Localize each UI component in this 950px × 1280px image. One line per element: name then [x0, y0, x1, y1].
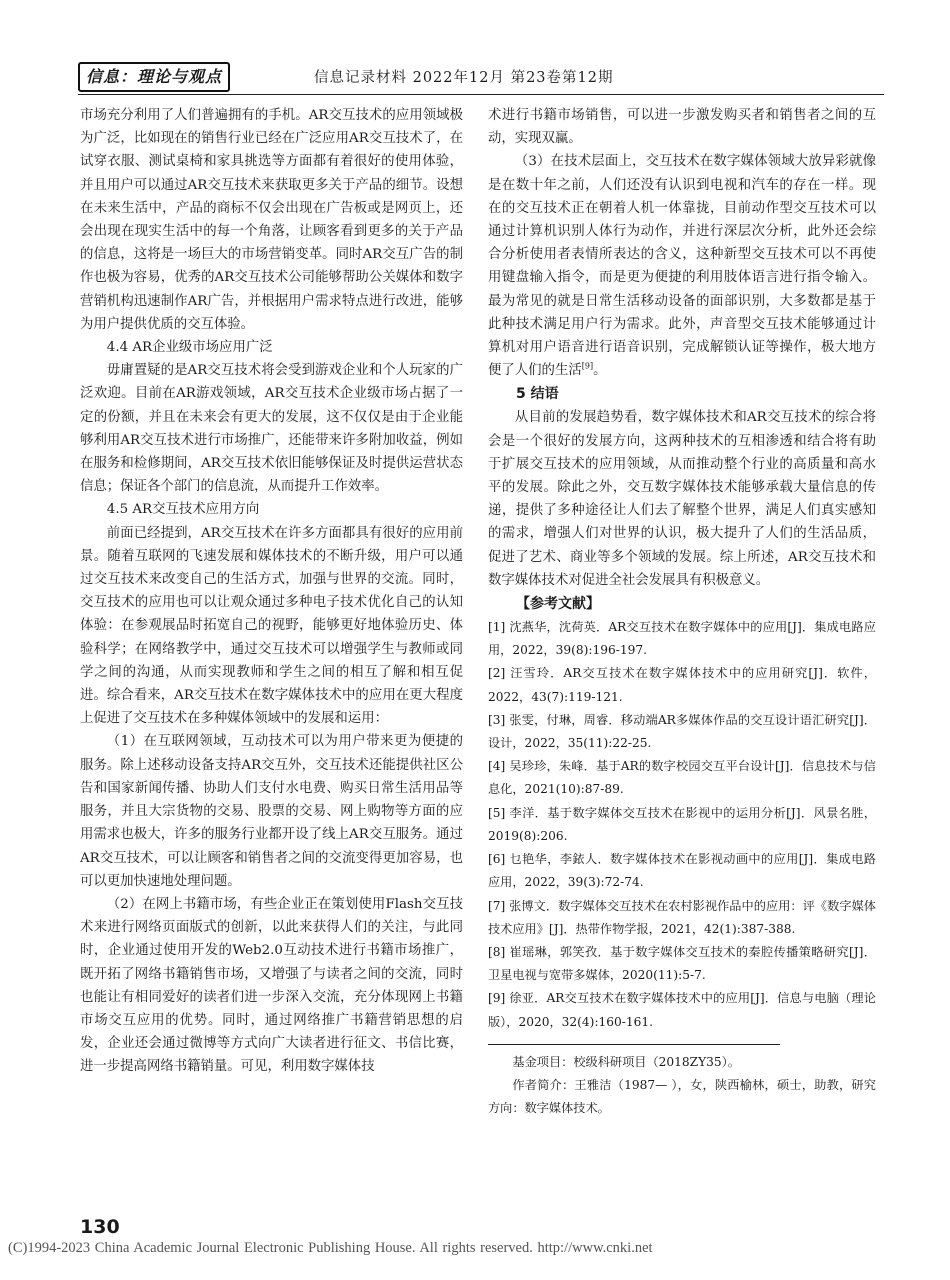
reference-item: [8] 崔瑶琳，郭笑孜．基于数字媒体交互技术的秦腔传播策略研究[J]．卫星电视与宽带多媒体，2020(11):5-7.	[488, 944, 876, 983]
copyright-notice: (C)1994-2023 China Academic Journal Electronic Publishing House. All rights reserved. http://www.cnki.net	[8, 1240, 653, 1256]
author-footnote: 作者简介：王雅洁（1987— ），女，陕西榆林，硕士，助教，研究方向：数字媒体技术。	[488, 1077, 876, 1115]
funding-footnote: 基金项目：校级科研项目（2018ZY35）。	[512, 1054, 740, 1069]
reference-item: [4] 吴珍珍，朱峰．基于AR的数字校园交互平台设计[J]．信息技术与信息化，2021(10):87-89.	[488, 759, 876, 797]
journal-issue-info: 信息记录材料 2022年12月 第23卷第12期	[314, 70, 614, 86]
reference-item: [5] 李洋．基于数字媒体交互技术在影视中的运用分析[J]．风景名胜，2019(8):206.	[488, 805, 876, 843]
header-divider	[78, 94, 884, 95]
paragraph: （2）在网上书籍市场，有些企业正在策划使用Flash交互技术来进行网络页面版式的创新，以此来获得人们的关注，与此同时，企业通过使用开发的Web2.0互动技术进行书籍市场推广，既开拓了网络书籍销售市场，又增强了与读者之间的交流，同时也能让有相同爱好的读者们进一步深入交流，充分体现网上书籍市场交互应用的优势。同时，通过网络推广书籍营销思想的启发，企业还会通过微博等方式向广大读者进行征文、书信比赛，进一步提高网络书籍销量。可见，利用数字媒体技	[80, 896, 463, 1075]
paragraph: 术进行书籍市场销售，可以进一步激发购买者和销售者之间的互动，实现双赢。	[488, 108, 876, 147]
reference-item: [6] 乜艳华，李銥人．数字媒体技术在影视动画中的应用[J]．集成电路应用，2022，39(3):72-74.	[488, 852, 876, 890]
conclusion-paragraph: 从目前的发展趋势看，数字媒体技术和AR交互技术的综合将会是一个很好的发展方向，这两种技术的互相渗透和结合将有助于扩展交互技术的应用领域，从而推动整个行业的高质量和高水平的发展。除此之外，交互数字媒体技术能够承载大量信息的传递，提供了多种途径让人们去了解整个世界，满足人们真实感知的需求，增强人们对世界的认识，极大提升了人们的生活品质，促进了艺术、商业等多个领域的发展。综上所述，AR交互技术和数字媒体技术对促进全社会发展具有积极意义。	[488, 410, 876, 588]
left-column	[80, 104, 463, 1079]
reference-list	[488, 616, 876, 1034]
reference-item: [1] 沈燕华，沈荷英．AR交互技术在数字媒体中的应用[J]．集成电路应用，2022，39(8):196-197.	[488, 620, 876, 658]
paragraph-end: 。	[593, 363, 607, 379]
reference-item: [9] 徐亚．AR交互技术在数字媒体技术中的应用[J]．信息与电脑（理论版），2020，32(4):160-161.	[488, 991, 876, 1029]
page-header	[78, 62, 884, 92]
reference-item: [7] 张博文．数字媒体交互技术在农村影视作品中的应用：评《数字媒体技术应用》[J]．热带作物学报，2021，42(1):387-388.	[488, 898, 876, 936]
right-column	[488, 104, 876, 1120]
citation-marker: [9]	[581, 361, 594, 371]
references-heading: 【参考文献】	[516, 596, 600, 613]
paragraph-text: （3）在技术层面上，交互技术在数字媒体领域大放异彩就像是在数十年之前，人们还没有认识到电视和汽车的存在一样。现在的交互技术正在朝着人机一体靠拢，目前动作型交互技术可以通过计算机识别人体行为动作，并进行深层次分析，此外还会综合分析使用者表情所表达的含义，这种新型交互技术可以不再使用键盘输入指令，而是更为便捷的利用肢体语言进行指令输入。最为常见的就是日常生活移动设备的面部识别，大多数都是基于此种技术满足用户行为需求。此外，声音型交互技术能够通过计算机对用户语音进行语音识别，完成解锁认证等操作，极大地方便了人们的生活	[488, 154, 876, 379]
paragraph: （1）在互联网领域，互动技术可以为用户带来更为便捷的服务。除上述移动设备支持AR交互外，交互技术还能提供社区公告和国家新闻传播、协助人们支付水电费、购买日常生活用品等服务，并且大宗货物的交易、股票的交易、网上购物等方面的应用需求也极大，许多的服务行业都开设了线上AR交互服务。通过AR交互技术，可以让顾客和销售者之间的交流变得更加容易，也可以更加快速地处理问题。	[80, 734, 463, 889]
section-brand-label: 信息：理论与观点	[78, 62, 230, 92]
reference-item: [3] 张雯，付琳，周睿．移动端AR多媒体作品的交互设计语汇研究[J]．设计，2022，35(11):22-25.	[488, 712, 876, 751]
paragraph: 前面已经提到，AR交互技术在许多方面都具有很好的应用前景。随着互联网的飞速发展和媒体技术的不断升级，用户可以通过交互技术来改变自己的生活方式，加强与世界的交流。同时，交互技术的应用也可以让观众通过多种电子技术优化自己的认知体验：在参观展品时拓宽自己的视野，能够更好地体验历史、体验科学；在网络教学中，通过交互技术可以增强学生与教师或同学之间的沟通，从而实现教师和学生之间的相互了解和相互促进。综合看来，AR交互技术在数字媒体技术中的应用在更大程度上促进了交互技术在多种媒体领域中的发展和运用：	[80, 525, 463, 727]
footnote-divider	[488, 1044, 780, 1045]
paragraph: 毋庸置疑的是AR交互技术将会受到游戏企业和个人玩家的广泛欢迎。目前在AR游戏领域，AR交互技术企业级市场占据了一定的份额，并且在未来会有更大的发展，这不仅仅是由于企业能够利用AR交互技术进行市场推广，还能带来许多附加收益，例如在服务和检修期间，AR交互技术依旧能够保证及时提供运营状态信息；保证各个部门的信息流，从而提升工作效率。	[80, 363, 463, 495]
reference-item: [2] 汪雪玲．AR交互技术在数字媒体技术中的应用研究[J]．软件，2022，43(7):119-121.	[488, 666, 876, 704]
conclusion-heading: 5 结语	[516, 386, 559, 403]
section-heading-4-4: 4.4 AR企业级市场应用广泛	[106, 340, 273, 356]
page-number: 130	[80, 1216, 120, 1238]
paragraph	[488, 150, 876, 382]
paragraph: 市场充分利用了人们普遍拥有的手机。AR交互技术的应用领域极为广泛，比如现在的销售行业已经在广泛应用AR交互技术了，在试穿衣服、测试桌椅和家具挑选等方面都有着很好的使用体验，并且用户可以通过AR交互技术来获取更多关于产品的细节。设想在未来生活中，产品的商标不仅会出现在广告板或是网页上，还会出现在现实生活中的每一个角落，让顾客看到更多的关于产品的信息，这将是一场巨大的市场营销变革。同时AR交互广告的制作也极为容易，优秀的AR交互技术公司能够帮助公关媒体和数字营销机构迅速制作AR广告，并根据用户需求特点进行改进，能够为用户提供优质的交互体验。	[80, 108, 463, 332]
section-heading-4-5: 4.5 AR交互技术应用方向	[106, 502, 260, 518]
